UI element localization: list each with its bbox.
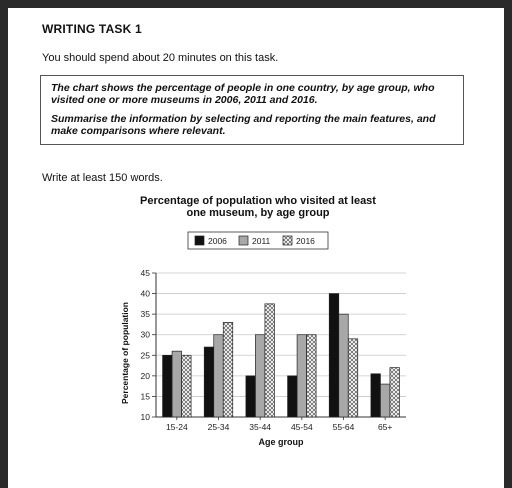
bar-2006-65+ <box>371 374 381 417</box>
bar-2011-65+ <box>380 384 390 417</box>
y-tick-label: 10 <box>140 412 150 422</box>
bar-2016-45-54 <box>307 335 317 417</box>
x-tick-label: 15-24 <box>165 422 188 432</box>
chart-title-line-1: Percentage of population who visited at least <box>140 195 376 207</box>
word-count-instruction: Write at least 150 words. <box>42 172 163 184</box>
x-tick-label: 25-34 <box>207 422 230 432</box>
bar-2016-55-64 <box>348 339 358 417</box>
legend-label-2016: 2016 <box>296 236 315 246</box>
prompt-task: Summarise the information by selecting and reporting the main features, and make comparisons where relevant. <box>51 113 436 137</box>
prompt-description: The chart shows the percentage of people in one country, by age group, who visited one or more museums in 2006, 2011 and 2016. <box>51 82 435 106</box>
time-instruction: You should spend about 20 minutes on this task. <box>42 52 279 64</box>
x-tick-label: 55-64 <box>332 422 355 432</box>
task-heading: WRITING TASK 1 <box>42 22 142 36</box>
bar-2006-45-54 <box>288 376 298 417</box>
bar-2016-15-24 <box>182 355 192 417</box>
y-tick-label: 40 <box>140 288 150 299</box>
bar-2011-25-34 <box>214 335 224 417</box>
legend-swatch-2011 <box>239 236 248 245</box>
x-tick-label: 45-54 <box>290 422 313 432</box>
legend-label-2006: 2006 <box>208 236 227 246</box>
bar-2006-25-34 <box>204 347 214 417</box>
bar-2016-25-34 <box>223 322 233 417</box>
bar-2011-35-44 <box>255 335 265 417</box>
y-tick-label: 20 <box>140 370 150 381</box>
legend <box>188 232 328 249</box>
bar-2006-55-64 <box>329 294 339 417</box>
bar-2006-35-44 <box>246 376 256 417</box>
y-tick-label: 35 <box>140 309 150 320</box>
grid-lines <box>156 273 406 396</box>
legend-swatch-2016 <box>283 236 292 245</box>
y-tick-label: 15 <box>140 391 150 402</box>
y-tick-label: 30 <box>140 329 150 340</box>
bar-2016-35-44 <box>265 304 275 417</box>
x-tick-label: 65+ <box>377 422 393 432</box>
y-tick-label: 25 <box>140 350 150 361</box>
x-tick-label: 35-44 <box>249 422 272 432</box>
x-axis-title: Age group <box>258 437 304 447</box>
bar-2006-15-24 <box>163 355 173 417</box>
bar-2011-55-64 <box>339 314 349 417</box>
legend-label-2011: 2011 <box>252 236 271 246</box>
legend-swatch-2006 <box>195 236 204 245</box>
bar-2011-15-24 <box>172 351 182 417</box>
bar-2016-65+ <box>390 368 400 417</box>
bar-2011-45-54 <box>297 335 307 417</box>
y-tick-label: 45 <box>140 268 150 278</box>
y-axis-title: Percentage of population <box>120 301 130 405</box>
chart-title-line-2: one museum, by age group <box>186 207 330 219</box>
